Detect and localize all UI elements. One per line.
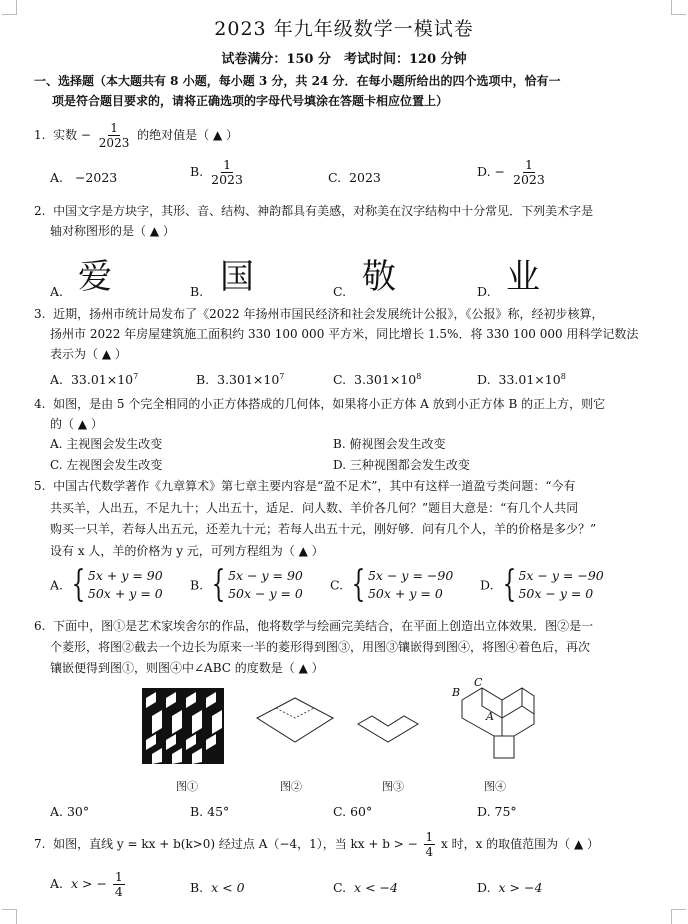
option-label: A.: [50, 372, 64, 388]
question-5-line4: 设有 x 人，羊的价格为 y 元，可列方程组为（ ▲ ）: [50, 544, 324, 558]
question-3-line3: 表示为（ ▲ ）: [50, 347, 127, 361]
figure-caption-3: 图③: [382, 780, 404, 793]
question-5-number: 5.: [34, 479, 46, 493]
question-1-suffix: 的绝对值是（ ▲ ）: [137, 128, 239, 142]
q5-option-a[interactable]: [50, 564, 163, 605]
crop-mark-top-right: [671, 0, 686, 15]
equation-system: [207, 564, 303, 605]
q5-option-c[interactable]: [330, 564, 454, 605]
option-exponent: 8: [416, 372, 422, 381]
q2-option-c[interactable]: C.: [333, 284, 347, 299]
question-6-line1: [34, 618, 593, 634]
figure-caption-2: 图②: [280, 780, 302, 793]
question-6-line2: 个菱形，将图②截去一个边长为原来一半的菱形得到图③，用图③镶嵌得到图④，将图④着色后，再次: [50, 640, 591, 654]
option-label: D.: [477, 372, 491, 388]
question-1-fraction: [97, 121, 132, 150]
option-value: x > −4: [498, 880, 543, 895]
option-sign: −: [494, 164, 506, 179]
option-exponent: 7: [279, 372, 285, 381]
question-5-line1: [34, 478, 576, 494]
option-label: C.: [328, 170, 342, 185]
q4-option-d[interactable]: D. 三种视图都会发生改变: [333, 458, 470, 472]
option-label: D.: [477, 164, 491, 179]
point-label-c: C: [474, 676, 483, 689]
q1-option-b[interactable]: [190, 158, 247, 187]
question-5-line2: 共买羊，人出五，不足九十；人出五十，适足．问人数、羊价各几何？”题目大意是：“有几个人共同: [50, 501, 579, 515]
question-7-number: 7.: [34, 837, 46, 851]
option-fraction: [113, 870, 125, 899]
question-5-line3: 购买一只羊，若每人出五元，还差九十元；若每人出五十元，刚好够．问有几个人，羊的价格是多少？”: [50, 522, 597, 536]
question-3-number: 3.: [34, 307, 46, 321]
section-instructions-line1: 一、选择题（本大题共有 8 小题，每小题 3 分，共 24 分．在每小题所给出的四个选项中，恰有一: [34, 74, 561, 88]
option-fraction: [209, 158, 245, 187]
brace-icon: {: [502, 564, 516, 605]
option-value: 33.01×10: [498, 372, 561, 388]
option-value: x < 0: [211, 880, 245, 895]
question-4-line2: 的（ ▲ ）: [50, 417, 103, 431]
question-7-stem: [34, 830, 599, 859]
q2-option-d[interactable]: D.: [477, 284, 491, 299]
q1-option-a[interactable]: [50, 170, 117, 185]
q6-option-c[interactable]: C. 60°: [333, 804, 373, 819]
option-value: −2023: [74, 170, 118, 185]
question-3-line1: [34, 306, 603, 322]
brace-icon: {: [71, 564, 86, 605]
fraction-denominator: 2023: [98, 136, 130, 150]
question-2-number: 2.: [34, 204, 46, 218]
escher-tessellation-figure: [142, 688, 224, 764]
brace-icon: {: [351, 564, 366, 605]
option-label: B.: [190, 577, 204, 593]
crop-mark-top-left: [2, 0, 17, 15]
question-5-text: 中国古代数学著作《九章算术》第七章主要内容是“盈不足术”，其中有这样一道盈亏类问题：“今有: [53, 479, 576, 493]
char-option-a: 爱: [78, 257, 112, 297]
option-label: C.: [330, 577, 344, 593]
fraction-numerator: 1: [110, 121, 118, 135]
equation-1: 5x − y = 90: [228, 568, 303, 583]
option-label: D.: [477, 880, 491, 895]
fraction-numerator: 1: [425, 830, 434, 844]
fraction-denominator: 4: [114, 884, 123, 899]
q6-option-a[interactable]: A. 30°: [50, 804, 90, 819]
option-value: x < −4: [354, 880, 398, 895]
q1-option-c[interactable]: [328, 170, 381, 185]
option-exponent: 7: [133, 372, 139, 381]
crop-mark-bottom-right: [671, 909, 686, 924]
q5-option-d[interactable]: [480, 564, 604, 605]
q3-option-d[interactable]: [477, 372, 566, 387]
equation-2: 50x + y = 0: [367, 586, 443, 601]
q2-option-b[interactable]: B.: [190, 284, 204, 299]
q7-option-c[interactable]: [333, 880, 398, 895]
question-2-line2: 轴对称图形的是（ ▲ ）: [50, 224, 175, 238]
equation-system: [498, 564, 604, 605]
q7-option-d[interactable]: [477, 880, 542, 895]
point-label-b: B: [452, 686, 461, 699]
fraction-denominator: 4: [425, 845, 434, 859]
option-exponent: 8: [560, 372, 566, 381]
section-instructions-line2: 项是符合题目要求的，请将正确选项的字母代号填涂在答题卡相应位置上）: [52, 94, 449, 108]
question-6-number: 6.: [34, 619, 46, 633]
question-7-prefix: 如图，直线 y = kx + b(k>0) 经过点 A（−4，1），当 kx + b > −: [53, 837, 418, 851]
char-option-d: 业: [506, 257, 540, 297]
equation-2: 50x − y = 0: [518, 586, 594, 601]
brace-icon: {: [211, 564, 226, 605]
equation-1: 5x − y = −90: [367, 568, 454, 583]
fraction-numerator: 1: [114, 869, 123, 884]
notched-rhombus-figure: [356, 710, 420, 744]
q7-option-b[interactable]: [190, 880, 245, 895]
question-1-number: 1.: [34, 128, 46, 142]
question-7-suffix: x 时，x 的取值范围为（ ▲ ）: [440, 837, 600, 851]
figure-caption-4: 图④: [484, 780, 506, 793]
option-value: 2023: [349, 170, 381, 185]
option-value: 3.301×10: [217, 372, 280, 388]
question-2-text: 中国文字是方块字，其形、音、结构、神韵都具有美感，对称美在汉字结构中十分常见．下列美术字是: [53, 204, 594, 218]
fraction-numerator: 1: [524, 157, 533, 172]
q5-option-b[interactable]: [190, 564, 303, 605]
question-7-fraction: [424, 830, 436, 859]
question-3-line2: 扬州市 2022 年房屋建筑施工面积约 330 100 000 平方米，同比增长 1.5%．将 330 100 000 用科学记数法: [50, 327, 639, 341]
figure-caption-1: 图①: [176, 780, 198, 793]
q7-option-a[interactable]: [50, 870, 127, 899]
page-title: 2023 年九年级数学一模试卷: [214, 18, 474, 40]
crop-mark-bottom-left: [2, 909, 17, 924]
fraction-denominator: 2023: [211, 172, 243, 187]
option-label: B.: [190, 880, 204, 895]
question-4-line1: [34, 396, 605, 412]
q3-option-a[interactable]: [50, 372, 138, 387]
q2-option-a[interactable]: A.: [50, 284, 64, 299]
option-value: x > −: [70, 876, 107, 891]
equation-1: 5x − y = −90: [518, 568, 604, 583]
q3-option-b[interactable]: [196, 372, 284, 387]
fraction-denominator: 2023: [513, 172, 545, 187]
char-option-c: 敬: [362, 257, 396, 297]
question-6-text: 下面中，图①是艺术家埃舍尔的作品，他将数学与绘画完美结合，在平面上创造出立体效果．图②是一: [53, 619, 594, 633]
option-value: 33.01×10: [70, 372, 134, 388]
fraction-numerator: 1: [223, 157, 232, 172]
equation-system: [347, 564, 454, 605]
q4-option-a[interactable]: A. 主视图会发生改变: [50, 437, 163, 451]
option-label: C.: [333, 880, 347, 895]
option-label: D.: [480, 577, 494, 593]
tessellated-block-figure: [458, 678, 538, 762]
question-4-text: 如图，是由 5 个完全相同的小正方体搭成的几何体，如果将小正方体 A 放到小正方体 B 的正上方，则它: [53, 397, 606, 411]
q3-option-c[interactable]: [333, 372, 421, 387]
equation-system: [67, 564, 163, 605]
q6-option-b[interactable]: B. 45°: [190, 804, 230, 819]
equation-2: 50x + y = 0: [87, 586, 163, 601]
equation-1: 5x + y = 90: [87, 568, 163, 583]
question-1-prefix: 实数 −: [53, 128, 91, 142]
equation-2: 50x − y = 0: [228, 586, 303, 601]
char-option-b: 国: [220, 257, 254, 297]
option-label: B.: [196, 372, 210, 388]
option-label: A.: [50, 170, 64, 185]
question-1-stem: [34, 121, 238, 150]
question-3-text: 近期，扬州市统计局发布了《2022 年扬州市国民经济和社会发展统计公报》，《公报》称，经初步核算，: [53, 307, 604, 321]
question-4-number: 4.: [34, 397, 46, 411]
q1-option-d[interactable]: [477, 158, 549, 187]
exam-info: 试卷满分：150 分 考试时间：120 分钟: [221, 52, 467, 67]
q4-option-c[interactable]: C. 左视图会发生改变: [50, 458, 163, 472]
question-2-line1: [34, 203, 593, 219]
point-label-a: A: [486, 710, 494, 723]
option-label: A.: [50, 876, 64, 891]
option-label: B.: [190, 164, 204, 179]
option-label: C.: [333, 372, 347, 388]
option-fraction: [511, 158, 547, 187]
option-value: 3.301×10: [354, 372, 417, 388]
q6-option-d[interactable]: D. 75°: [477, 804, 517, 819]
q4-option-b[interactable]: B. 俯视图会发生改变: [333, 437, 446, 451]
option-label: A.: [50, 577, 64, 593]
rhombus-figure: [255, 696, 335, 746]
question-6-line3: 镶嵌便得到图①，则图④中∠ABC 的度数是（ ▲ ）: [50, 661, 324, 675]
